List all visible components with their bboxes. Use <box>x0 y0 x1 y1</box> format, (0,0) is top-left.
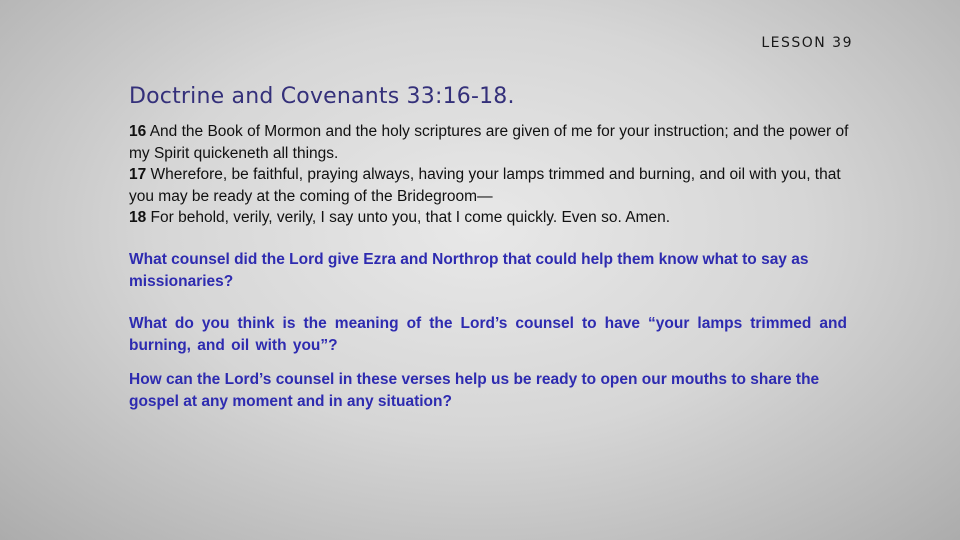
discussion-question-3: How can the Lord’s counsel in these verses help us be ready to open our mouths to share the gospel at any moment and in any situation? <box>129 371 820 410</box>
verse-text: Wherefore, be faithful, praying always, having your lamps trimmed and burning, and oil with you, that you may be ready at the coming of the Bridegroom— <box>129 166 841 205</box>
verse-18 <box>129 207 849 229</box>
lesson-label: LESSON 39 <box>761 35 853 51</box>
verse-number: 18 <box>129 209 147 226</box>
discussion-question-2: What do you think is the meaning of the Lord’s counsel to have “your lamps trimmed and burning, and oil with you”? <box>129 315 847 354</box>
verse-text: For behold, verily, verily, I say unto you, that I come quickly. Even so. Amen. <box>146 209 671 226</box>
verse-number: 16 <box>129 123 147 140</box>
scripture-reference-title: Doctrine and Covenants 33:16-18. <box>129 84 515 109</box>
verse-text: And the Book of Mormon and the holy scriptures are given of me for your instruction; and the power of my Spirit quickeneth all things. <box>129 123 849 162</box>
discussion-question-1: What counsel did the Lord give Ezra and Northrop that could help them know what to say as missionaries? <box>129 251 809 290</box>
verse-number: 17 <box>129 166 147 183</box>
scripture-passage <box>129 121 849 229</box>
verse-16 <box>129 121 849 164</box>
verse-17 <box>129 164 849 207</box>
